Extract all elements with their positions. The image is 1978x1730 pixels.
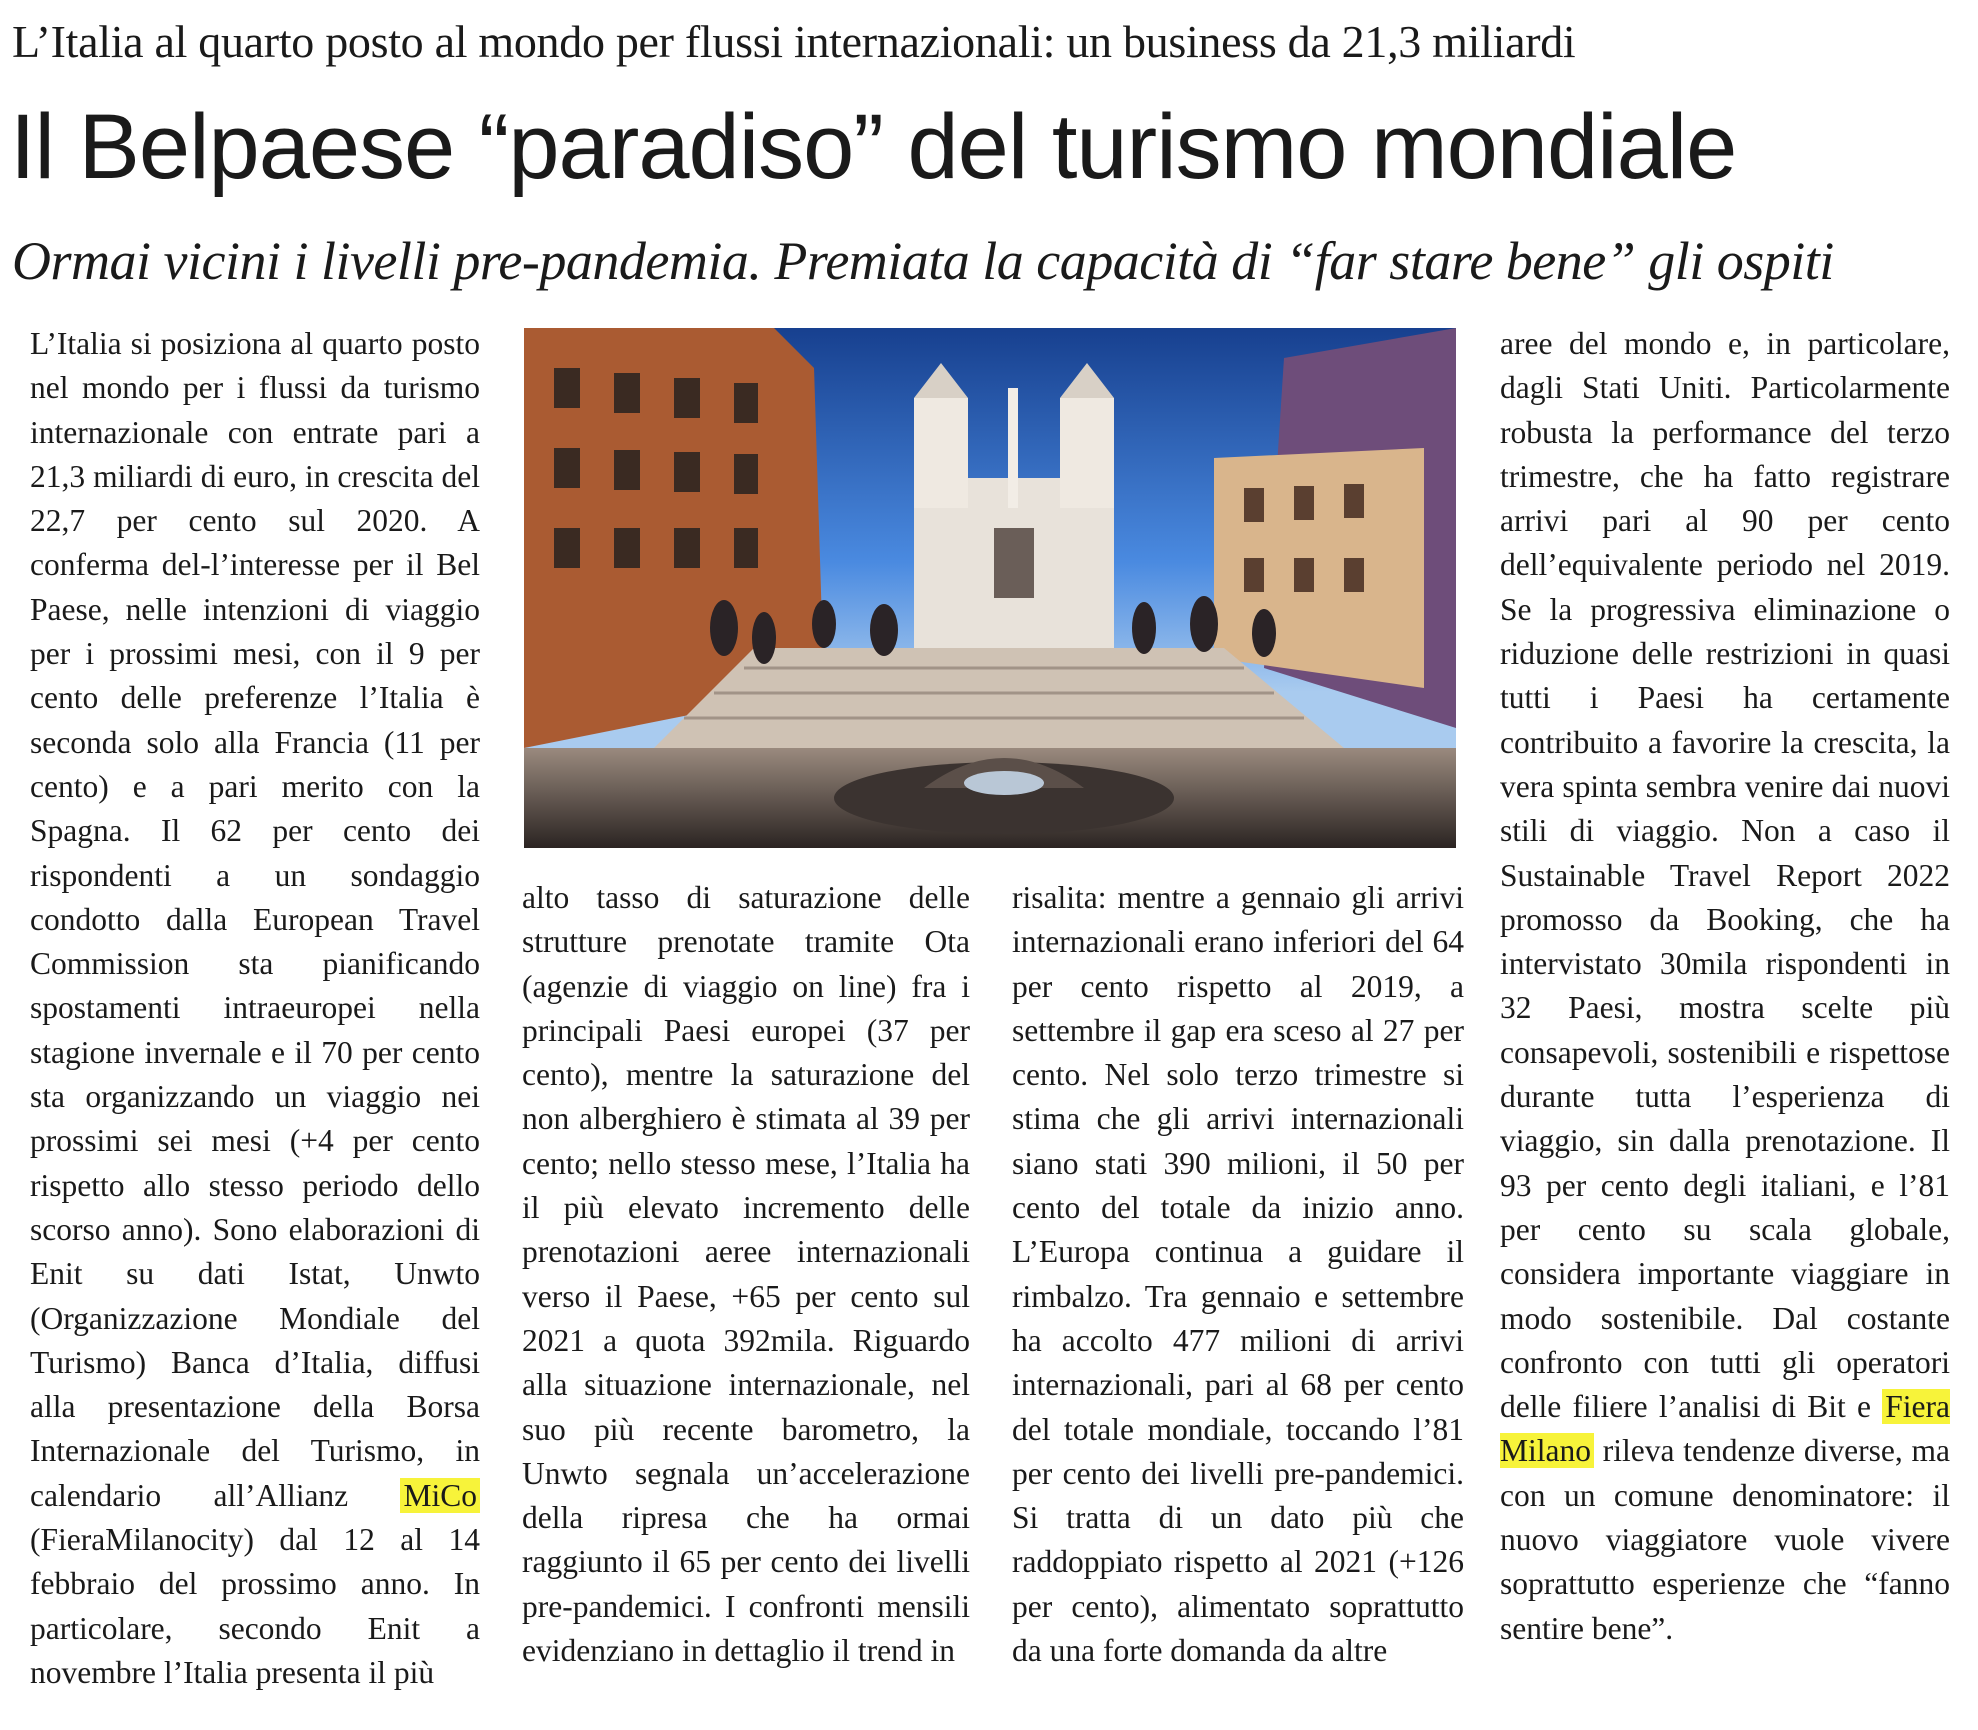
article-column-3 — [1012, 876, 1464, 1722]
article-kicker: L’Italia al quarto posto al mondo per flussi internazionali: un business da 21,3 miliardi — [12, 16, 1576, 67]
article-headline: Il Belpaese “paradiso” del turismo mondiale — [10, 96, 1737, 198]
article-column-2 — [522, 876, 970, 1722]
column-4-text-after: rileva tendenze diverse, ma con un comune denominatore: il nuovo viaggiatore vuole vivere soprattutto esperienze che “fanno sentire bene”. — [1500, 1433, 1950, 1646]
column-2-text: alto tasso di saturazione delle strutture prenotate tramite Ota (agenzie di viaggio on line) fra i principali Paesi europei (37 per cento), mentre la saturazione del non alberghiero è stimata al 39 per cento; nello stesso mese, l’Italia ha il più elevato incremento delle prenotazioni aeree internazionali verso il Paese, +65 per cento sul 2021 a quota 392mila. Riguardo alla situazione internazionale, nel suo più recente barometro, la Unwto segnala un’accelerazione della ripresa che ha ormai raggiunto il 65 per cento dei livelli pre-pandemici. I confronti mensili evidenziano in dettaglio il trend in — [522, 880, 970, 1669]
fiera-milano-highlight: Fiera Milano — [1500, 1389, 1950, 1469]
column-4-text: aree del mondo e, in particolare, dagli Stati Uniti. Particolarmente robusta la performance del terzo trimestre, che ha fatto registrare arrivi pari al 90 per cento dell’equivalente periodo nel 2019. Se la progressiva eliminazione o riduzione delle restrizioni in quasi tutti i Paesi ha certamente contribuito a favorire la crescita, la vera spinta sembra venire dai nuovi stili di viaggio. Non a caso il Sustainable Travel Report 2022 promosso da Booking, che ha intervistato 30mila rispondenti in 32 Paesi, mostra scelte più consapevoli, sostenibili e rispettose durante tutta l’esperienza di viaggio, sin dalla prenotazione. Il 93 per cento degli italiani, e l’81 per cento su scala globale, considera importante viaggiare in modo sostenibile. Dal costante confronto con tutti gli operatori delle filiere l’analisi di Bit e — [1500, 326, 1950, 1425]
article-subhead: Ormai vicini i livelli pre-pandemia. Premiata la capacità di “far stare bene” gli ospiti — [12, 231, 1834, 291]
article-photo — [524, 328, 1456, 848]
column-3-text: risalita: mentre a gennaio gli arrivi internazionali erano inferiori del 64 per cento rispetto al 2019, a settembre il gap era sceso al 27 per cento. Nel solo terzo trimestre si stima che gli arrivi internazionali siano stati 390 milioni, il 50 per cento del totale da inizio anno. L’Europa continua a guidare il rimbalzo. Tra gennaio e settembre ha accolto 477 milioni di arrivi internazionali, pari al 68 per cento del totale mondiale, toccando l’81 per cento dei livelli pre-pandemici. Si tratta di un dato più che raddoppiato rispetto al 2021 (+126 per cento), alimentato soprattutto da una forte domanda da altre — [1012, 880, 1464, 1669]
article-column-4 — [1500, 322, 1950, 1722]
column-1-text: L’Italia si posiziona al quarto posto nel mondo per i flussi da turismo internazionale con entrate pari a 21,3 miliardi di euro, in crescita del 22,7 per cento sul 2020. A conferma del-l’interesse per il Bel Paese, nelle intenzioni di viaggio per i prossimi mesi, con il 9 per cento delle preferenze l’Italia è seconda solo alla Francia (11 per cento) e a pari merito con la Spagna. Il 62 per cento dei rispondenti a un sondaggio condotto dalla European Travel Commission sta pianificando spostamenti intraeuropei nella stagione invernale e il 70 per cento sta organizzando un viaggio nei prossimi sei mesi (+4 per cento rispetto allo stesso periodo dello scorso anno). Sono elaborazioni di Enit su dati Istat, Unwto (Organizzazione Mondiale del Turismo) Banca d’Italia, diffusi alla presentazione della Borsa Internazionale del Turismo, in calendario all’Allianz — [30, 326, 480, 1513]
column-1-text-after: (FieraMilanocity) dal 12 al 14 febbraio del prossimo anno. In particolare, secondo Enit a novembre l’Italia presenta il più — [30, 1522, 480, 1690]
mico-highlight: MiCo — [400, 1478, 480, 1513]
article-column-1 — [30, 322, 480, 1722]
